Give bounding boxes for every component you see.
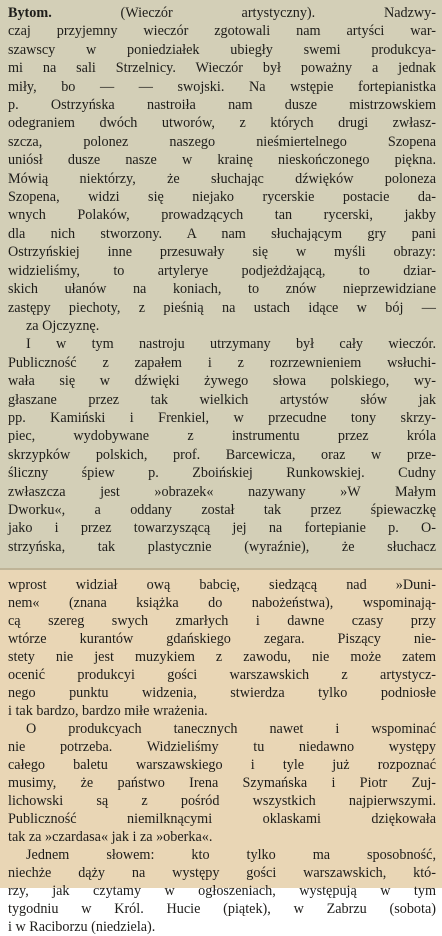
text-line: ocenić produkcyi gości warszawskich z artystycz- xyxy=(8,667,436,683)
text-line: szawscy w poniedziałek ubiegły swemi produkcya- xyxy=(8,41,436,58)
text-line: niechże dąży na występy gości warszawskich, któ- xyxy=(8,865,436,881)
article-lower-section xyxy=(0,570,442,935)
text-line: dla nich stworzony. A nam słuchającym gry pani xyxy=(8,225,436,242)
text-line: tygodniu w Król. Hucie (piątek), w Zabrzu (sobota) xyxy=(8,901,436,917)
article-heading: Bytom. xyxy=(8,5,52,21)
text-line: stety nie jest muzykiem z zawodu, nie może zatem xyxy=(8,649,436,665)
text-line: lichowski są z pośród wszystkich najpierwszymi. xyxy=(8,793,436,809)
text-line: rzy, jak czytamy w ogłoszeniach, występują w tym xyxy=(8,883,436,899)
text-line: i w Raciborzu (niedziela). xyxy=(8,919,156,935)
text-line: śliczny śpiew p. Zboińskiej Runkowskiej. Cudny xyxy=(8,465,436,482)
text-line: Szopena, widzi się niejako rycerskie postacie da- xyxy=(8,189,436,206)
text-line: nem« (znana książka do nabożeństwa), wspominają- xyxy=(8,595,436,611)
text-line: I w tym nastroju utrzymany był cały wieczór. xyxy=(26,336,436,353)
text-line: czaj przyjemny wieczór zgotowali nam artyści war- xyxy=(8,23,436,40)
text-line: wprost widział ową babcię, siedzącą nad »Duni- xyxy=(8,577,436,593)
text-line: odegraniem dwóch utworów, z których drugi zwłasz- xyxy=(8,115,436,132)
text-line: musimy, że państwo Irena Szymańska i Piotr Zuj- xyxy=(8,775,436,791)
text-line: Mówią niektórzy, że słuchając dźwięków poloneza xyxy=(8,170,436,187)
text-line: całego baletu warszawskiego i tyle już rozpoznać xyxy=(8,757,436,773)
text-line: wtórze kurantów gdańskiego zegara. Piszący nie- xyxy=(8,631,436,647)
text-line: p. Ostrzyńska nastroiła nam dusze mistrzowskiem xyxy=(8,97,436,114)
text-line: mi na sali Strzelnicy. Wieczór był poważny a jednak xyxy=(8,60,436,77)
text-line: Dworku«, a oddany został tak przez śpiewaczkę xyxy=(8,501,436,518)
text-line: Publiczność niemilknącymi oklaskami dziękowała xyxy=(8,811,436,827)
text-line: Publiczność z zapałem i z rozrzewnieniem wsłuchi- xyxy=(8,354,436,371)
text-line: Ostrzyńskiej inne przesuwały się w myśli obrazy: xyxy=(8,244,436,261)
text-line: wnych Polaków, prowadzących tan rycerski, jakby xyxy=(8,207,436,224)
text-line: głaszane przez tak wielkich artystów słów jak xyxy=(8,391,436,408)
text-line: uniósł dusze nasze w krainę nieskończonego piękna. xyxy=(8,152,436,169)
text-line: szcza, polonez naszego nieśmiertelnego Szopena xyxy=(8,133,436,150)
text-line: strzyńska, tak plastycznie (wyraźnie), że słuchacz xyxy=(8,538,436,555)
text-line: widzieliśmy, to artylerye podjeżdżającą, to dziar- xyxy=(8,262,436,279)
text-line: i tak bardzo, bardzo miłe wrażenia. xyxy=(8,703,208,719)
text-line: wała się w dźwięki żywego słowa polskiego, wy- xyxy=(8,373,436,390)
text-line: jako i przez towarzyszącą jej na fortepianie p. O- xyxy=(8,520,436,537)
text-line: nego punktu widzenia, stwierdza tylko podniosłe xyxy=(8,685,436,701)
text-line: O produkcyach tanecznych nawet i wspominać xyxy=(26,721,436,737)
text-line: Jednem słowem: kto tylko ma sposobność, xyxy=(26,847,436,863)
text-line: zwłaszcza jest »obrazek« nazywany »W Małym xyxy=(8,483,436,500)
text-span: (Wieczór artystyczny). Nadzwy- xyxy=(51,5,436,21)
text-line: nie potrzeba. Widzieliśmy tu niedawno występy xyxy=(8,739,436,755)
text-line: skrzypków polskich, prof. Barcewicza, oraz w prze- xyxy=(8,446,436,463)
article-text-lower xyxy=(0,570,442,936)
text-line: skich ułanów na koniach, to znów nieprzewidziane xyxy=(8,281,436,298)
text-line xyxy=(8,4,436,22)
text-line: zastępy piechoty, z pieśnią na ustach idące w bój — xyxy=(8,299,436,316)
text-line: piec, wydobywane z instrumentu przez króla xyxy=(8,428,436,445)
text-line: tak za »czardasa« jak i za »oberka«. xyxy=(8,829,213,845)
text-line: za Ojczyznę. xyxy=(26,317,100,334)
text-line: miły, bo — — swojski. Na wstępie fortepianistka xyxy=(8,78,436,95)
text-line: pp. Kamiński i Frenkiel, w przecudne tony skrzy- xyxy=(8,409,436,426)
text-line: cą szereg swych zmarłych i dawne czasy przy xyxy=(8,613,436,629)
